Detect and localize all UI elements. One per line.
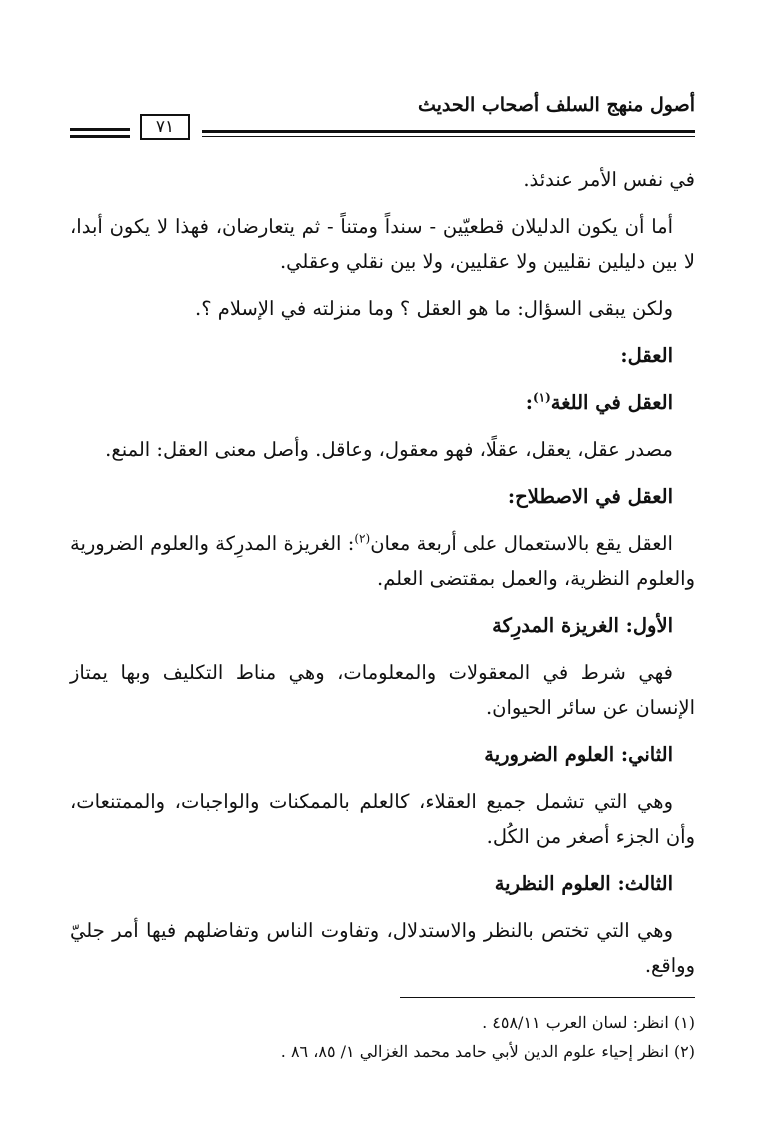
footnote-ref[interactable]: (٢)	[354, 531, 371, 546]
paragraph-text: : الغريزة المدرِكة والعلوم الضرورية والعلوم النظرية، والعمل بمقتضى العلم.	[70, 532, 695, 590]
section-heading: الثالث: العلوم النظرية	[494, 872, 673, 895]
page-header	[70, 90, 695, 142]
paragraph: أما أن يكون الدليلان قطعيّين - سنداً ومتناً - ثم يتعارضان، فهذا لا يكون أبدا، لا بين دليلين نقليين ولا عقليين، ولا بين نقلي وعقلي.	[70, 215, 695, 273]
footnote-1: (١) انظر: لسان العرب ٤٥٨/١١ .	[482, 1013, 695, 1032]
footnote-2: (٢) انظر إحياء علوم الدين لأبي حامد محمد الغزالي ١/ ٨٥، ٨٦ .	[280, 1042, 695, 1061]
main-text	[70, 162, 695, 983]
heading-text: العقل في اللغة	[550, 391, 673, 414]
paragraph: وهي التي تختص بالنظر والاستدلال، وتفاوت الناس وتفاضلهم فيها أمر جليّ وواقع.	[70, 919, 695, 977]
section-heading: العقل في الاصطلاح:	[507, 485, 673, 508]
paragraph: مصدر عقل، يعقل، عقلًا، فهو معقول، وعاقل. وأصل معنى العقل: المنع.	[105, 438, 673, 461]
page-number: ٧١	[140, 114, 190, 140]
header-rule-left	[70, 128, 130, 131]
header-rule-thin	[202, 136, 695, 137]
section-heading: الأول: الغريزة المدرِكة	[492, 614, 673, 637]
footnotes	[70, 1008, 695, 1066]
running-title: أصول منهج السلف أصحاب الحديث	[417, 94, 695, 116]
section-heading: الثاني: العلوم الضرورية	[484, 743, 673, 766]
paragraph: ولكن يبقى السؤال: ما هو العقل ؟ وما منزلته في الإسلام ؟.	[195, 297, 673, 320]
book-page	[70, 90, 695, 1066]
paragraph: فهي شرط في المعقولات والمعلومات، وهي مناط التكليف وبها يمتاز الإنسان عن سائر الحيوان.	[70, 661, 695, 719]
header-rule-left-2	[70, 135, 130, 138]
footnote-separator	[400, 997, 695, 998]
paragraph: في نفس الأمر عندئذ.	[523, 168, 695, 191]
header-rule	[202, 130, 695, 133]
paragraph: وهي التي تشمل جميع العقلاء، كالعلم بالممكنات والواجبات، والممتنعات، وأن الجزء أصغر من الكُل.	[70, 790, 695, 848]
paragraph	[70, 526, 695, 596]
footnote-ref[interactable]: (١)	[532, 390, 551, 405]
paragraph-text: العقل يقع بالاستعمال على أربعة معان	[370, 532, 673, 555]
section-heading	[70, 385, 695, 420]
section-heading: العقل:	[620, 344, 673, 367]
heading-colon: :	[525, 391, 533, 414]
